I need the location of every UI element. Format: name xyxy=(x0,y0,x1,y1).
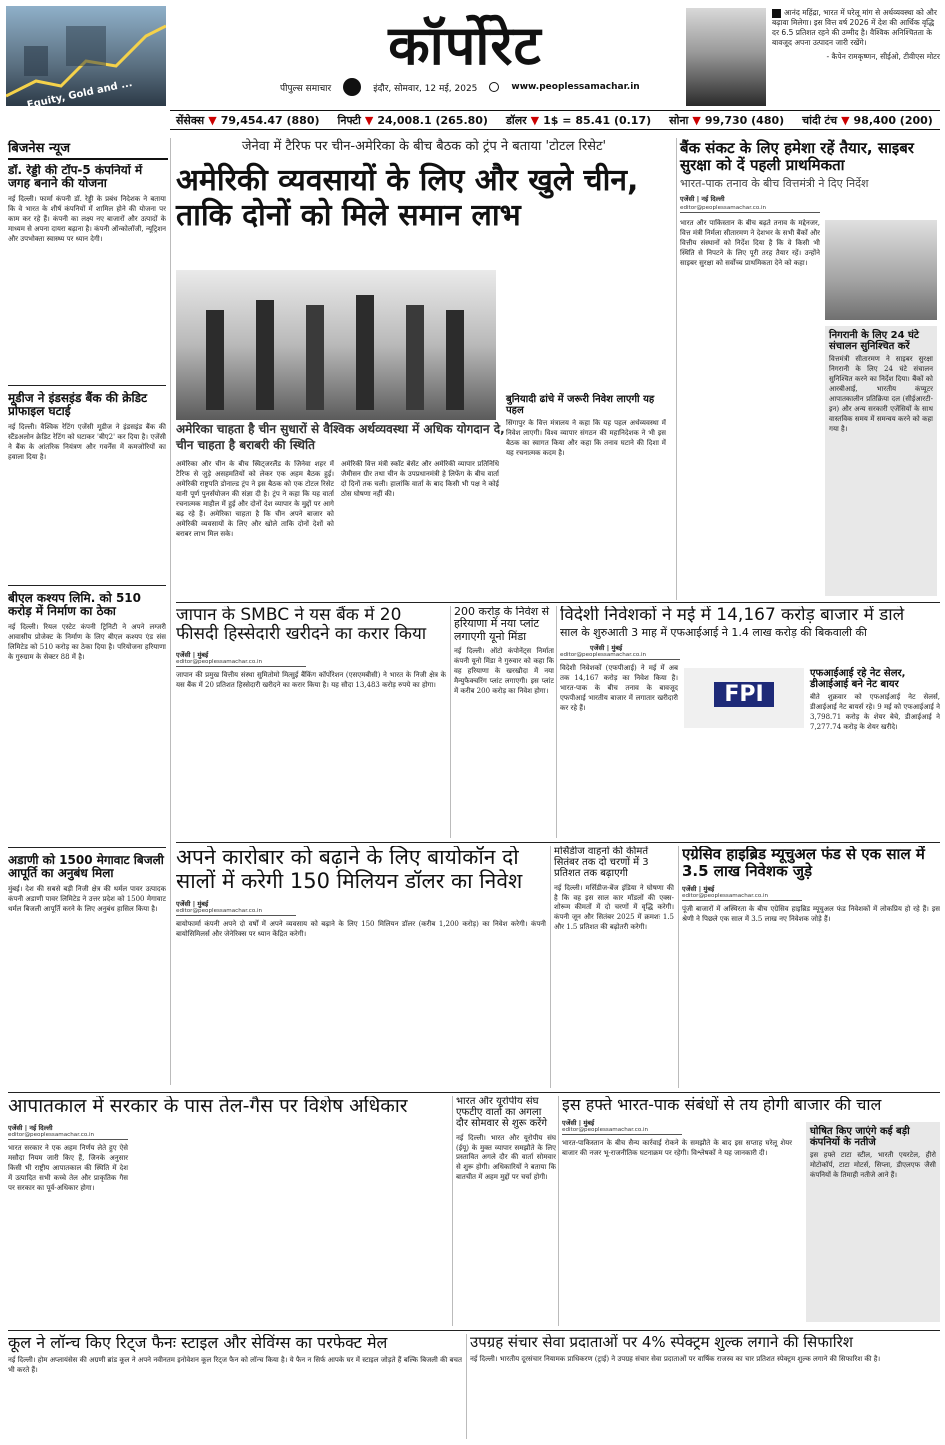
lead-kicker: जेनेवा में टैरिफ पर चीन-अमेरिका के बीच बैठक को ट्रंप ने बताया 'टोटल रिसेट' xyxy=(241,139,607,154)
ceo-quote xyxy=(772,8,940,62)
masthead-dot-icon xyxy=(343,78,361,96)
mid-story-fpi xyxy=(560,606,940,838)
globe-icon xyxy=(489,82,499,92)
right-byline: एजेंसी | नई दिल्ली xyxy=(680,194,725,203)
fourth-story-oil xyxy=(8,1096,448,1326)
third-story-hybrid-fund xyxy=(682,846,940,1088)
right-top-story xyxy=(680,140,940,600)
story-body: नई दिल्ली। रियल एस्टेट कंपनी ट्रिनिटी ने अपने लग्जरी आवासीय प्रोजेक्ट के निर्माण के लिए बीएल कश्यप एंड संस लिमिटेड को 510 करोड़ का ठेका दिया है। परियोजना हरियाणा के गुरुग्राम के सेक्टर 88 में है। xyxy=(8,622,166,661)
left-column xyxy=(8,164,166,1078)
right-subhead: भारत-पाक तनाव के बीच वित्तमंत्री ने दिए निर्देश xyxy=(680,176,869,190)
fpi-label: FPI xyxy=(714,682,774,707)
fpi-graphic xyxy=(684,668,804,728)
down-arrow-icon: ▼ xyxy=(364,113,374,127)
ticker-value: 79,454.47 (880) xyxy=(220,113,320,127)
ticker-value: 24,008.1 (265.80) xyxy=(377,113,488,127)
story-headline: अपने कारोबार को बढ़ाने के लिए बायोकॉन दो सालों में करेगी 150 मिलियन डॉलर का निवेश xyxy=(176,846,523,893)
story-body: नई दिल्ली। मर्सिडीज-बेंज इंडिया ने घोषणा की है कि वह इस साल कार मॉडलों की एक्स-शोरूम कीमतों में दो चरणों में वृद्धि करेगी। कंपनी जून और सितंबर 2025 में क्रमशः 1.5 और 1.5 प्रतिशत की बढ़ोतरी करेगी। xyxy=(554,883,674,932)
story-byline: एजेंसी | नई दिल्ली xyxy=(8,1124,53,1133)
story-body: भारत सरकार ने एक अहम निर्णय लेते हुए ऐसे मसौदा नियम जारी किए हैं, जिनके अनुसार किसी भी राष्ट्रीय आपातकाल की स्थिति में देश में उत्पादित सभी कच्चे तेल और प्राकृतिक गैस पर सरकार का पूर्व-अधिकार होगा। xyxy=(8,1144,128,1193)
story-body: नई दिल्ली। भारत और यूरोपीय संघ (ईयू) के मुक्त व्यापार समझौते के लिए प्रस्तावित अगले दौर की वार्ता सोमवार से शुरू होगी। अधिकारियों ने बताया कि बातचीत में अहम मुद्दों पर चर्चा होगी। xyxy=(456,1133,556,1182)
fpi-box-body: बीते शुक्रवार को एफआईआई नेट सेलर्स, डीआईआई नेट बायर्स रहे। 9 मई को एफआईआई ने 3,798.71 करोड़ के शेयर बेचे, डीआईआई ने 7,277.74 करोड़ के शेयर खरीदे। xyxy=(810,693,940,732)
bottom-story-kool xyxy=(8,1334,462,1439)
story-email: editor@peoplessamachar.co.in xyxy=(176,659,306,667)
story-body: नई दिल्ली। ऑटो कंपोनेंट्स निर्माता कंपनी यूनो मिंडा ने गुरुवार को कहा कि वह हरियाणा के खरखौदा में नया मैन्युफैक्चरिंग प्लांट लगाएगी। इस प्लांट में करीब 200 करोड़ का निवेश होगा। xyxy=(454,646,554,695)
story-headline: भारत और यूरोपीय संघ एफटीए वार्ता का अगला दौर सोमवार से शुरू करेंगे xyxy=(456,1096,548,1130)
ticker-nifty xyxy=(338,113,488,128)
publisher-name: पीपुल्स समाचार xyxy=(280,83,332,94)
story-body: पूंजी बाजारों में अस्थिरता के बीच एग्रेसिव हाइब्रिड म्यूचुअल फंड निवेशकों में लोकप्रिय हो रहे हैं। इस श्रेणी ने पिछले एक साल में 3.5 लाख नए निवेशक जोड़े हैं। xyxy=(682,904,940,923)
row-rule xyxy=(8,1330,940,1331)
masthead-info-bar xyxy=(280,78,660,96)
story-body: जापान की प्रमुख वित्तीय संस्था सुमितोमो मित्सुई बैंकिंग कॉर्पोरेशन (एसएमबीसी) ने भारत के निजी क्षेत्र के यस बैंक में 20 प्रतिशत हिस्सेदारी खरीदने का करार किया है। यह सौदा 13,483 करोड़ रुपये का होगा। xyxy=(176,671,446,689)
market-box-body: इस हफ्ते टाटा स्टील, भारती एयरटेल, हीरो मोटोकॉर्प, टाटा मोटर्स, सिप्ला, डीएलएफ जैसी कंपनियों के तिमाही नतीजे आने हैं। xyxy=(810,1151,936,1180)
column-divider xyxy=(550,846,551,1088)
lead-body-col2: अमेरिकी वित्त मंत्री स्कॉट बेसेंट और अमेरिकी व्यापार प्रतिनिधि जैमीसन ग्रीर तथा चीन के उपप्रधानमंत्री हे लिफेंग के बीच वार्ता दो दिनों तक चली। हालांकि वार्ता के बाद किसी भी पक्ष ने कोई ठोस घोषणा नहीं की। xyxy=(341,460,499,498)
right-box-body: वित्तमंत्री सीतारमण ने साइबर सुरक्षा निगरानी के लिए 24 घंटे संचालन सुनिश्चित करने का निर्देश दिया। बैंकों को आरबीआई, भारतीय कंप्यूटर आपातकालीन प्रतिक्रिया दल (सीईआरटी-इन) और अन्य सरकारी एजेंसियों के साथ वास्तविक समय में समन्वय करने को कहा गया है। xyxy=(829,355,933,433)
ticker-label: सेंसेक्स xyxy=(176,113,205,127)
chart-badge: Equity, Gold and ... xyxy=(26,77,134,112)
ticker-label: निफ्टी xyxy=(337,113,361,127)
ticker-dollar xyxy=(506,113,651,128)
story-headline: जापान के SMBC ने यस बैंक में 20 फीसदी हिस्सेदारी खरीदने का करार किया xyxy=(176,606,427,645)
story-email: editor@peoplessamachar.co.in xyxy=(562,1127,682,1135)
right-headline: बैंक संकट के लिए हमेशा रहें तैयार, साइबर सुरक्षा को दें पहली प्राथमिकता xyxy=(680,139,914,174)
story-headline: मर्सिडीज वाहनों की कीमतें सितंबर तक दो चरणों में 3 प्रतिशत तक बढ़ाएगी xyxy=(554,846,649,880)
website-link[interactable]: www.peoplessamachar.in xyxy=(511,82,640,92)
quote-box-icon xyxy=(772,9,781,18)
quote-author: - कैपेन रामकृष्णन, सीईओ, टीवीएस मोटर xyxy=(826,51,940,61)
story-headline: एग्रेसिव हाइब्रिड म्यूचुअल फंड से एक साल में 3.5 लाख निवेशक जुड़े xyxy=(682,846,925,880)
bottom-story-spectrum xyxy=(470,1334,940,1439)
down-arrow-icon: ▼ xyxy=(692,113,701,127)
ticker-silver xyxy=(802,113,933,128)
quote-text: आनंद महिंद्रा, भारत में घरेलू मांग से अर्थव्यवस्था को और बढ़ावा मिलेगा। इस वित्त वर्ष 2026 में देश की आर्थिक वृद्धि दर 6.5 प्रतिशत रहने की उम्मीद है। वैश्विक अनिश्चितता के बावजूद अपना उत्पादन जारी रखेंगे। xyxy=(772,8,937,48)
story-headline: 200 करोड़ के निवेश से हरियाणा में नया प्लांट लगाएगी यूनो मिंडा xyxy=(454,606,550,643)
market-box xyxy=(806,1122,940,1322)
story-headline: इस हफ्ते भारत-पाक संबंधों से तय होगी बाजार की चाल xyxy=(562,1096,882,1114)
story-headline: मूडीज ने इंडसइंड बैंक की क्रेडिट प्रोफाइल घटाई xyxy=(8,391,148,419)
stock-chart-image xyxy=(6,6,166,112)
down-arrow-icon: ▼ xyxy=(530,113,540,127)
story-byline: एजेंसी | मुंबई xyxy=(682,884,715,893)
left-story-2 xyxy=(8,386,166,586)
row-rule xyxy=(176,602,940,603)
ticker-gold xyxy=(669,113,784,128)
story-byline: एजेंसी | मुंबई xyxy=(176,651,209,660)
story-headline: विदेशी निवेशकों ने मई में 14,167 करोड़ बाजार में डाले xyxy=(560,606,905,625)
ticker-label: सोना xyxy=(669,113,689,127)
story-headline: कूल ने लॉन्च किए रिट्ज फैनः स्टाइल और सेविंग्स का परफेक्ट मेल xyxy=(8,1334,388,1352)
ticker-sensex xyxy=(176,113,320,128)
ticker-label: डॉलर xyxy=(505,113,527,127)
column-divider xyxy=(452,1096,453,1326)
left-story-1 xyxy=(8,164,166,386)
fourth-story-fta xyxy=(456,1096,556,1326)
left-story-3 xyxy=(8,586,166,848)
story-body: भारत-पाकिस्तान के बीच सैन्य कार्रवाई रोकने के समझौते के बाद इस सप्ताह घरेलू शेयर बाजार की नजर भू-राजनीतिक घटनाक्रम पर रहेगी। विश्लेषकों ने यह जानकारी दी। xyxy=(562,1138,792,1157)
ticker-label: चांदी टंच xyxy=(802,113,838,127)
down-arrow-icon: ▼ xyxy=(841,113,850,127)
down-arrow-icon: ▼ xyxy=(208,113,217,127)
story-body: नई दिल्ली। होम अप्लायंसेस की अग्रणी ब्रांड कूल ने अपने नवीनतम इनोवेशन कूल रिट्ज फैन को लॉन्च किया है। ये फैन न सिर्फ आपके घर में स्टाइल जोड़ते हैं बल्कि बिजली की बचत भी करते हैं। xyxy=(8,1355,462,1374)
column-divider xyxy=(170,138,171,1085)
story-body: बायोफार्मा कंपनी अपने दो वर्षों में अपने व्यवसाय को बढ़ाने के लिए 150 मिलियन डॉलर (करीब 1,200 करोड़) का निवेश करेगी। कंपनी बायोसिमिलर्स और जेनेरिक्स पर ध्यान केंद्रित करेगी। xyxy=(176,920,546,938)
story-headline: बीएल कश्यप लिमि. को 510 करोड़ में निर्माण का ठेका xyxy=(8,591,141,619)
column-divider xyxy=(678,846,679,1088)
lead-side xyxy=(506,394,666,589)
right-box-headline: निगरानी के लिए 24 घंटे संचालन सुनिश्चित करें xyxy=(829,330,919,353)
column-divider xyxy=(676,138,677,600)
story-headline: आपातकाल में सरकार के पास तेल-गैस पर विशेष अधिकार xyxy=(8,1096,408,1117)
ticker-value: 99,730 (480) xyxy=(704,113,785,127)
column-divider xyxy=(556,606,557,838)
row-rule xyxy=(176,842,940,843)
story-email: editor@peoplessamachar.co.in xyxy=(682,893,802,901)
mid-story-yes-bank xyxy=(176,606,446,838)
story-headline: अडाणी को 1500 मेगावाट बिजली आपूर्ति का अनुबंध मिला xyxy=(8,853,164,881)
story-body: विदेशी निवेशकों (एफपीआई) ने मई में अब तक 14,167 करोड़ का निवेश किया है। भारत-पाक के बीच तनाव के बावजूद एफपीआई भारतीय बाजार में लगातार खरीदारी कर रहे हैं। xyxy=(560,664,678,713)
lead-headline: अमेरिकी व्यवसायों के लिए और खुले चीन, ताकि दोनों को मिले समान लाभ xyxy=(176,162,639,233)
market-box-headline: घोषित किए जाएंगे कई बड़ी कंपनियों के नतीजे xyxy=(810,1126,910,1149)
mid-story-uno-minda xyxy=(454,606,554,838)
lead-caption: अमेरिका चाहता है चीन सुधारों से वैश्विक अर्थव्यवस्था में अधिक योगदान दे, चीन चाहता है बराबरी की स्थिति xyxy=(176,422,505,452)
story-body: नई दिल्ली। वैश्विक रेटिंग एजेंसी मूडीज ने इंडसइंड बैंक की स्टैंडअलोन क्रेडिट रेटिंग को घटाकर 'बीए2' कर दिया है। एजेंसी ने बैंक के आंतरिक नियंत्रण और गवर्नेंस में कमजोरियों का हवाला दिया है। xyxy=(8,422,166,461)
column-divider xyxy=(450,606,451,838)
dateline: इंदौर, सोमवार, 12 मई, 2025 xyxy=(373,83,478,94)
right-body: भारत और पाकिस्तान के बीच बढ़ते तनाव के मद्देनजर, वित्त मंत्री निर्मला सीतारमण ने देशभर के सभी बैंकों और वित्तीय संस्थानों को निर्देश दिया है कि वे किसी भी स्थिति से निपटने के लिए पूरी तरह तैयार रहें। उन्होंने साइबर सुरक्षा को सर्वोच्च प्राथमिकता देने को कहा। xyxy=(680,218,820,267)
story-body: नई दिल्ली। भारतीय दूरसंचार नियामक प्राधिकरण (ट्राई) ने उपग्रह संचार सेवा प्रदाताओं पर वार्षिक राजस्व का चार प्रतिशत स्पेक्ट्रम शुल्क लगाने की सिफारिश की है। xyxy=(470,1354,881,1363)
fpi-box xyxy=(810,668,940,733)
story-headline: डॉ. रेड्डी की टॉप-5 कंपनियों में जगह बनाने की योजना xyxy=(8,164,143,191)
story-byline: एजेंसी | मुंबई xyxy=(176,900,209,909)
ceo-photo xyxy=(686,8,766,106)
story-email: editor@peoplessamachar.co.in xyxy=(176,908,296,916)
story-byline: एजेंसी | मुंबई xyxy=(590,644,623,653)
fpi-box-headline: एफआईआई रहे नेट सेलर, डीआईआई बने नेट बायर xyxy=(810,668,906,691)
column-divider xyxy=(558,1096,559,1326)
side-body: सिंगापुर के वित्त मंत्रालय ने कहा कि यह पहल अर्थव्यवस्था में निवेश लाएगी। विश्व व्यापार संगठन की महानिदेशक ने भी इस बैठक का स्वागत किया और कहा कि तनाव घटाने की दिशा में यह रचनात्मक कदम है। xyxy=(506,419,666,458)
side-headline: बुनियादी ढांचे में जरूरी निवेश लाएगी यह पहल xyxy=(506,394,655,417)
story-body: नई दिल्ली। फार्मा कंपनी डॉ. रेड्डी के प्रबंध निदेशक ने बताया कि वे भारत के शीर्ष कंपनियों में शामिल होने की योजना पर काम कर रहे हैं। कंपनी का लक्ष्य नए बाजारों और उत्पादों के माध्यम से अपना दायरा बढ़ाना है। कंपनी ऑन्कोलॉजी, न्यूट्रिशन और उपभोक्ता स्वास्थ्य पर ध्यान देगी। xyxy=(8,194,166,243)
section-label: बिजनेस न्यूज xyxy=(8,138,168,160)
lead-photo xyxy=(176,270,496,420)
masthead-title: कॉर्पोरेट xyxy=(388,13,542,77)
lead-story xyxy=(176,140,672,600)
ticker-value: 98,400 (200) xyxy=(853,113,933,127)
left-story-4 xyxy=(8,848,166,1078)
market-ticker xyxy=(170,110,940,130)
ticker-value: 1$ = 85.41 (0.17) xyxy=(543,113,652,127)
story-email: editor@peoplessamachar.co.in xyxy=(8,1132,128,1140)
story-body: मुंबई। देश की सबसे बड़ी निजी क्षेत्र की थर्मल पावर उत्पादक कंपनी अडाणी पावर लिमिटेड ने उत्तर प्रदेश को 1500 मेगावाट थर्मल बिजली आपूर्ति करने के लिए अनुबंध हासिल किया है। xyxy=(8,884,166,913)
column-divider xyxy=(466,1334,467,1439)
story-byline: एजेंसी | मुंबई xyxy=(562,1118,595,1127)
story-email: editor@peoplessamachar.co.in xyxy=(560,652,680,660)
lead-body-col1: अमेरिका और चीन के बीच स्विट्जरलैंड के जिनेवा शहर में टैरिफ से जुड़े असहमतियों को लेकर एक अहम बैठक हुई। अमेरिकी राष्ट्रपति डोनाल्ड ट्रंप ने इस बैठक को एक टोटल रिसेट यानी पूर्ण पुनर्संयोजन की संज्ञा दी है। ट्रंप ने कहा कि यह वार्ता रचनात्मक माहौल में हुई और दोनों देश व्यापार के मुद्दों पर आगे बढ़ रहे हैं। अमेरिका चाहता है कि चीन अपने बाजार को अमेरिकी व्यवसायों के लिए और खोले ताकि दोनों देशों को बराबर लाभ मिल सके। xyxy=(176,460,334,538)
story-subhead: साल के शुरुआती 3 माह में एफआईआई ने 1.4 लाख करोड़ की बिकवाली की xyxy=(560,626,867,640)
masthead xyxy=(0,0,945,110)
minister-photo xyxy=(825,220,937,320)
third-story-mercedes xyxy=(554,846,674,1088)
right-email: editor@peoplessamachar.co.in xyxy=(680,205,820,213)
fourth-story-market xyxy=(562,1096,940,1326)
third-story-biocon xyxy=(176,846,546,1088)
row-rule xyxy=(8,1092,940,1093)
right-box xyxy=(825,326,937,596)
story-headline: उपग्रह संचार सेवा प्रदाताओं पर 4% स्पेक्ट्रम शुल्क लगाने की सिफारिश xyxy=(470,1334,853,1351)
